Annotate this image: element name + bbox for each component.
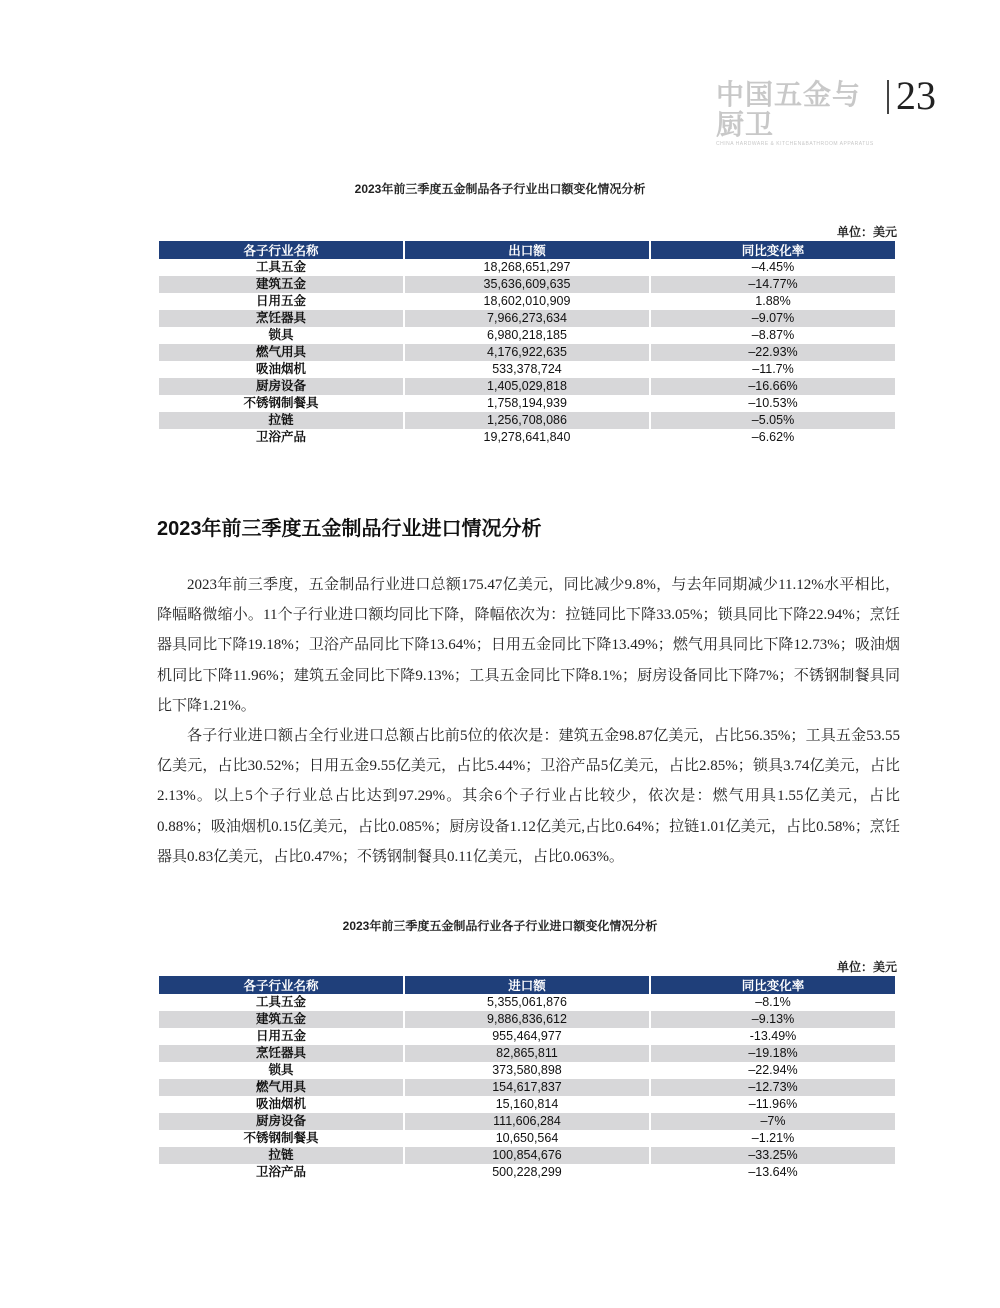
cell-category: 卫浴产品 — [158, 429, 404, 446]
cell-yoy-change: –9.13% — [650, 1011, 896, 1028]
cell-yoy-change: –14.77% — [650, 276, 896, 293]
cell-yoy-change: –8.87% — [650, 327, 896, 344]
cell-category: 建筑五金 — [158, 276, 404, 293]
cell-yoy-change: –22.93% — [650, 344, 896, 361]
cell-category: 厨房设备 — [158, 1113, 404, 1130]
table-row — [158, 1130, 896, 1147]
table-row — [158, 395, 896, 412]
table-row — [158, 378, 896, 395]
paragraph-1: 2023年前三季度，五金制品行业进口总额175.47亿美元，同比减少9.8%，与去年同期减少11.12%水平相比，降幅略微缩小。11个子行业进口额均同比下降，降幅依次为：拉链同比下降33.05%；锁具同比下降22.94%；烹饪器具同比下降19.18%；卫浴产品同比下降13.64%；日用五金同比下降13.49%；燃气用具同比下降12.73%；吸油烟机同比下降11.96%；建筑五金同比下降9.13%；工具五金同比下降8.1%；厨房设备同比下降7%；不锈钢制餐具同比下降1.21%。 — [157, 577, 900, 714]
cell-yoy-change: 1.88% — [650, 293, 896, 310]
cell-value: 533,378,724 — [404, 361, 650, 378]
import-table — [157, 976, 897, 1181]
table-row — [158, 1028, 896, 1045]
table-row — [158, 1113, 896, 1130]
table-row — [158, 1079, 896, 1096]
cell-category: 吸油烟机 — [158, 361, 404, 378]
header-divider — [887, 80, 889, 114]
table-row — [158, 412, 896, 429]
cell-yoy-change: –9.07% — [650, 310, 896, 327]
cell-value: 15,160,814 — [404, 1096, 650, 1113]
table-row — [158, 361, 896, 378]
export-table-title: 2023年前三季度五金制品各子行业出口额变化情况分析 — [354, 182, 646, 196]
import-table-body — [158, 994, 896, 1181]
cell-value: 1,256,708,086 — [404, 412, 650, 429]
cell-value: 5,355,061,876 — [404, 994, 650, 1011]
cell-category: 不锈钢制餐具 — [158, 1130, 404, 1147]
cell-value: 4,176,922,635 — [404, 344, 650, 361]
column-header-export-value: 出口额 — [404, 241, 650, 259]
import-table-title: 2023年前三季度五金制品行业各子行业进口额变化情况分析 — [342, 919, 658, 933]
cell-value: 19,278,641,840 — [404, 429, 650, 446]
column-header-yoy-change: 同比变化率 — [650, 976, 896, 994]
cell-yoy-change: –5.05% — [650, 412, 896, 429]
cell-yoy-change: –4.45% — [650, 259, 896, 276]
cell-value: 82,865,811 — [404, 1045, 650, 1062]
cell-yoy-change: –33.25% — [650, 1147, 896, 1164]
cell-category: 不锈钢制餐具 — [158, 395, 404, 412]
cell-category: 锁具 — [158, 327, 404, 344]
table-row — [158, 310, 896, 327]
export-table-body — [158, 259, 896, 446]
cell-category: 吸油烟机 — [158, 1096, 404, 1113]
column-header-category: 各子行业名称 — [158, 976, 404, 994]
table-header-row — [158, 241, 896, 259]
cell-category: 工具五金 — [158, 994, 404, 1011]
cell-yoy-change: –11.96% — [650, 1096, 896, 1113]
table-row — [158, 344, 896, 361]
cell-value: 35,636,609,635 — [404, 276, 650, 293]
cell-yoy-change: –13.64% — [650, 1164, 896, 1181]
cell-value: 500,228,299 — [404, 1164, 650, 1181]
cell-category: 工具五金 — [158, 259, 404, 276]
table-row — [158, 1011, 896, 1028]
cell-category: 日用五金 — [158, 1028, 404, 1045]
import-table-unit: 单位：美元 — [836, 960, 897, 974]
cell-category: 烹饪器具 — [158, 1045, 404, 1062]
cell-value: 18,602,010,909 — [404, 293, 650, 310]
cell-yoy-change: –12.73% — [650, 1079, 896, 1096]
table-row — [158, 429, 896, 446]
logo-subtext: CHINA HARDWARE & KITCHEN&BATHROOM APPARATUS — [716, 141, 874, 147]
cell-category: 锁具 — [158, 1062, 404, 1079]
cell-category: 卫浴产品 — [158, 1164, 404, 1181]
cell-category: 烹饪器具 — [158, 310, 404, 327]
cell-value: 1,758,194,939 — [404, 395, 650, 412]
cell-yoy-change: –6.62% — [650, 429, 896, 446]
cell-category: 燃气用具 — [158, 344, 404, 361]
cell-category: 日用五金 — [158, 293, 404, 310]
column-header-yoy-change: 同比变化率 — [650, 241, 896, 259]
cell-category: 拉链 — [158, 1147, 404, 1164]
cell-value: 373,580,898 — [404, 1062, 650, 1079]
export-table-unit: 单位：美元 — [836, 225, 897, 239]
page-number: 23 — [896, 73, 936, 118]
export-table — [157, 241, 897, 446]
table-row — [158, 1062, 896, 1079]
cell-category: 燃气用具 — [158, 1079, 404, 1096]
cell-category: 拉链 — [158, 412, 404, 429]
cell-yoy-change: –1.21% — [650, 1130, 896, 1147]
cell-yoy-change: –22.94% — [650, 1062, 896, 1079]
cell-value: 1,405,029,818 — [404, 378, 650, 395]
table-row — [158, 1147, 896, 1164]
cell-value: 18,268,651,297 — [404, 259, 650, 276]
cell-value: 111,606,284 — [404, 1113, 650, 1130]
table-header-row — [158, 976, 896, 994]
cell-yoy-change: –16.66% — [650, 378, 896, 395]
cell-value: 6,980,218,185 — [404, 327, 650, 344]
cell-yoy-change: –7% — [650, 1113, 896, 1130]
table-row — [158, 259, 896, 276]
column-header-import-value: 进口额 — [404, 976, 650, 994]
cell-yoy-change: –11.7% — [650, 361, 896, 378]
section-heading: 2023年前三季度五金制品行业进口情况分析 — [157, 518, 542, 540]
cell-category: 建筑五金 — [158, 1011, 404, 1028]
paragraph-2: 各子行业进口额占全行业进口总额占比前5位的依次是：建筑五金98.87亿美元，占比56.35%；工具五金53.55亿美元，占比30.52%；日用五金9.55亿美元，占比5.44%；卫浴产品5亿美元，占比2.85%；锁具3.74亿美元，占比2.13%。以上5个子行业总占比达到97.29%。其余6个子行业占比较少，依次是：燃气用具1.55亿美元，占比0.88%；吸油烟机0.15亿美元，占比0.085%；厨房设备1.12亿美元,占比0.64%；拉链1.01亿美元，占比0.58%；烹饪器具0.83亿美元，占比0.47%；不锈钢制餐具0.11亿美元，占比0.063%。 — [157, 728, 900, 865]
table-row — [158, 1096, 896, 1113]
cell-value: 10,650,564 — [404, 1130, 650, 1147]
cell-value: 100,854,676 — [404, 1147, 650, 1164]
column-header-category: 各子行业名称 — [158, 241, 404, 259]
table-row — [158, 994, 896, 1011]
cell-yoy-change: –10.53% — [650, 395, 896, 412]
cell-category: 厨房设备 — [158, 378, 404, 395]
cell-yoy-change: –19.18% — [650, 1045, 896, 1062]
table-row — [158, 293, 896, 310]
table-row — [158, 1045, 896, 1062]
cell-yoy-change: -13.49% — [650, 1028, 896, 1045]
cell-value: 9,886,836,612 — [404, 1011, 650, 1028]
table-row — [158, 327, 896, 344]
cell-value: 7,966,273,634 — [404, 310, 650, 327]
cell-yoy-change: –8.1% — [650, 994, 896, 1011]
cell-value: 154,617,837 — [404, 1079, 650, 1096]
table-row — [158, 276, 896, 293]
publication-logo — [716, 79, 886, 147]
logo-text: 中国五金与厨卫 — [716, 79, 862, 140]
cell-value: 955,464,977 — [404, 1028, 650, 1045]
table-row — [158, 1164, 896, 1181]
